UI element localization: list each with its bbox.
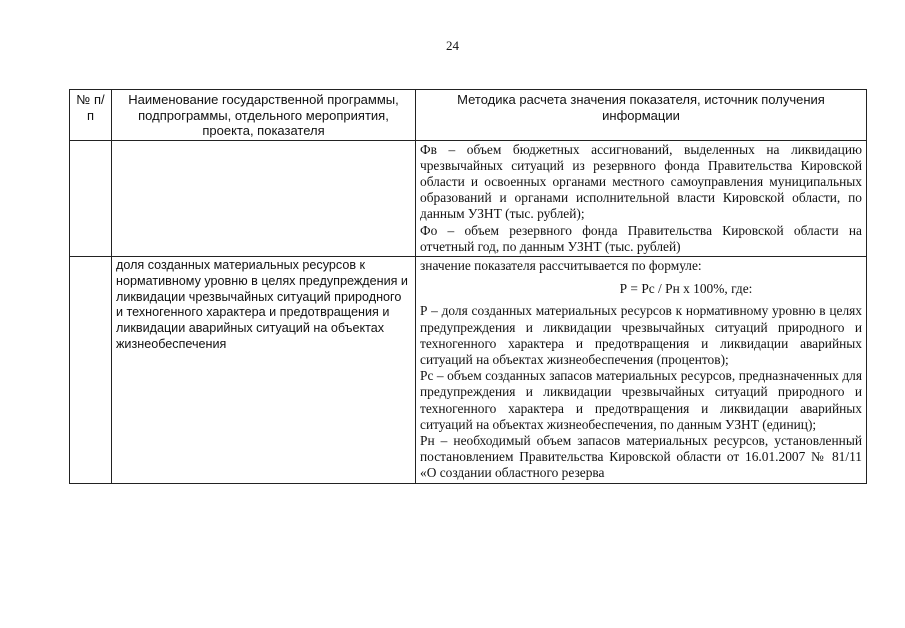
table-row bbox=[70, 140, 867, 256]
formula-intro: значение показателя рассчитывается по формуле: bbox=[420, 257, 702, 273]
p-definition: Р – доля созданных материальных ресурсов к нормативному уровню в целях предупреждения и ликвидации чрезвычайных ситуаций природного и техногенного характера и предотвращения и ликвидации аварийных ситуаций на объектах жизнеобеспечения (процентов); bbox=[420, 303, 862, 367]
header-name: Наименование государственной программы, подпрограммы, отдельного мероприятия, проекта, показателя bbox=[112, 90, 416, 141]
row1-number bbox=[70, 140, 112, 256]
header-method: Методика расчета значения показателя, источник получения информации bbox=[416, 90, 867, 141]
indicator-table bbox=[69, 89, 867, 484]
fv-definition: Фв – объем бюджетных ассигнований, выделенных на ликвидацию чрезвычайных ситуаций из резервного фонда Правительства Кировской области и освоенных органами местного самоуправления муниципальных образований и органами исполнительной власти Кировской области, по данным УЗНТ (тыс. рублей); bbox=[420, 141, 862, 222]
header-number: № п/п bbox=[70, 90, 112, 141]
pc-definition: Рс – объем созданных запасов материальных ресурсов, предназначенных для предупреждения и ликвидации чрезвычайных ситуаций природного и техногенного характера и предотвращения и ликвидации аварийных ситуаций на объектах жизнеобеспечения, по данным УЗНТ (единиц); bbox=[420, 368, 862, 432]
table-row bbox=[70, 256, 867, 483]
row2-name: доля созданных материальных ресурсов к нормативному уровню в целях предупреждения и ликвидации чрезвычайных ситуаций природного и техногенного характера и предотвращения и ликвидации аварийных ситуаций на объектах жизнеобеспечения bbox=[112, 256, 416, 483]
row1-method bbox=[416, 140, 867, 256]
row2-method bbox=[416, 256, 867, 483]
pn-definition: Рн – необходимый объем запасов материальных ресурсов, установленный постановлением Правительства Кировской области от 16.01.2007 № 81/11 «О создании областного резерва bbox=[420, 432, 862, 481]
row2-number bbox=[70, 256, 112, 483]
table-header-row bbox=[70, 90, 867, 141]
page-number: 24 bbox=[446, 38, 459, 53]
formula: Р = Рс / Рн х 100%, где: bbox=[619, 281, 753, 297]
row1-name bbox=[112, 140, 416, 256]
fo-definition: Фо – объем резервного фонда Правительства Кировской области на отчетный год, по данным УЗНТ (тыс. рублей) bbox=[420, 222, 862, 254]
